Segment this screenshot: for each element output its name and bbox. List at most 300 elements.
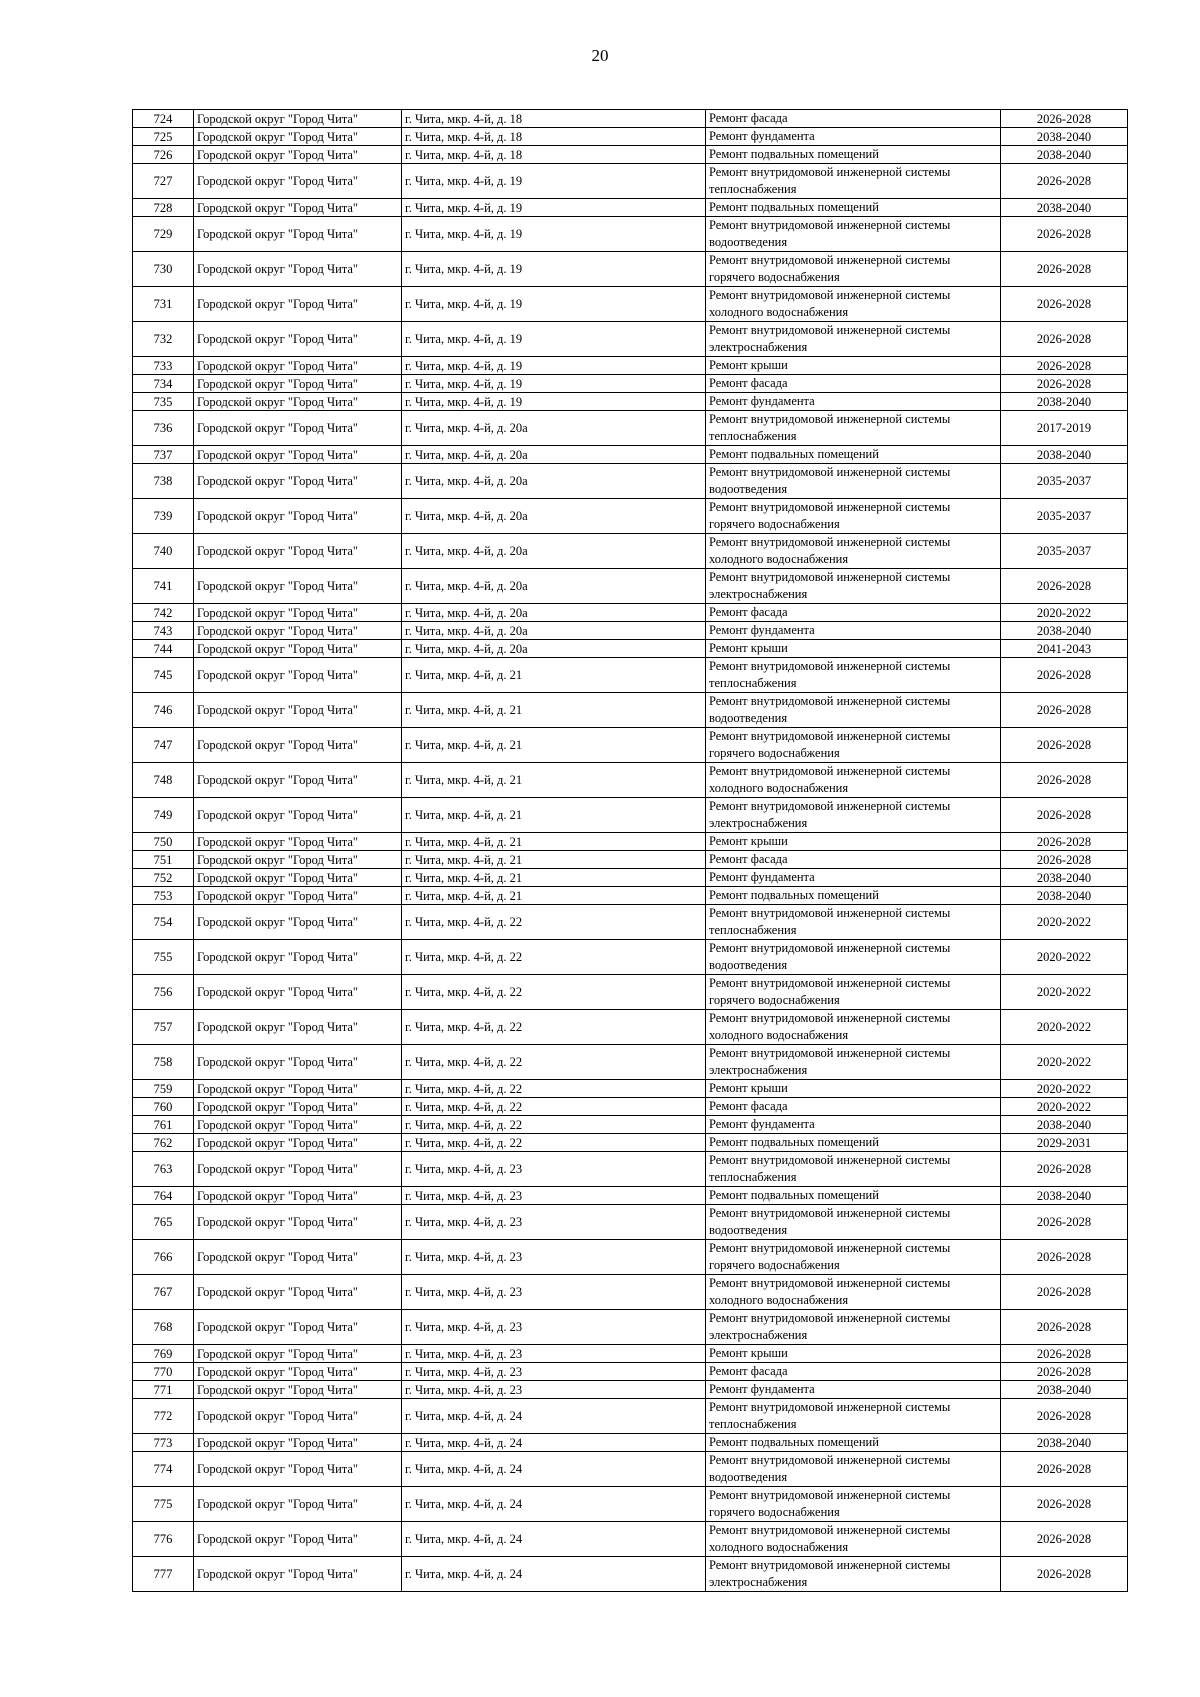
municipality-cell: Городской округ "Город Чита" xyxy=(194,217,402,252)
table-row xyxy=(133,833,1128,851)
municipality-cell: Городской округ "Город Чита" xyxy=(194,1557,402,1592)
work-type-cell: Ремонт внутридомовой инженерной системы электроснабжения xyxy=(706,569,1001,604)
row-number-cell: 757 xyxy=(133,1010,194,1045)
row-number-cell: 743 xyxy=(133,622,194,640)
table-row xyxy=(133,1363,1128,1381)
row-number-cell: 752 xyxy=(133,869,194,887)
address-cell: г. Чита, мкр. 4-й, д. 19 xyxy=(402,375,706,393)
table-row xyxy=(133,1487,1128,1522)
work-type-cell: Ремонт внутридомовой инженерной системы холодного водоснабжения xyxy=(706,534,1001,569)
address-cell: г. Чита, мкр. 4-й, д. 20а xyxy=(402,622,706,640)
work-type-cell: Ремонт подвальных помещений xyxy=(706,887,1001,905)
period-cell: 2026-2028 xyxy=(1001,1240,1128,1275)
period-cell: 2026-2028 xyxy=(1001,1363,1128,1381)
period-cell: 2026-2028 xyxy=(1001,1522,1128,1557)
municipality-cell: Городской округ "Город Чита" xyxy=(194,375,402,393)
municipality-cell: Городской округ "Город Чита" xyxy=(194,1363,402,1381)
work-type-cell: Ремонт крыши xyxy=(706,357,1001,375)
period-cell: 2020-2022 xyxy=(1001,975,1128,1010)
table-row xyxy=(133,975,1128,1010)
work-type-cell: Ремонт внутридомовой инженерной системы теплоснабжения xyxy=(706,658,1001,693)
address-cell: г. Чита, мкр. 4-й, д. 23 xyxy=(402,1240,706,1275)
table-row xyxy=(133,446,1128,464)
municipality-cell: Городской округ "Город Чита" xyxy=(194,1487,402,1522)
work-type-cell: Ремонт подвальных помещений xyxy=(706,446,1001,464)
address-cell: г. Чита, мкр. 4-й, д. 18 xyxy=(402,146,706,164)
address-cell: г. Чита, мкр. 4-й, д. 24 xyxy=(402,1557,706,1592)
municipality-cell: Городской округ "Город Чита" xyxy=(194,1134,402,1152)
address-cell: г. Чита, мкр. 4-й, д. 23 xyxy=(402,1187,706,1205)
period-cell: 2035-2037 xyxy=(1001,499,1128,534)
work-type-cell: Ремонт внутридомовой инженерной системы электроснабжения xyxy=(706,798,1001,833)
period-cell: 2038-2040 xyxy=(1001,1434,1128,1452)
period-cell: 2026-2028 xyxy=(1001,728,1128,763)
period-cell: 2026-2028 xyxy=(1001,357,1128,375)
table-row xyxy=(133,1452,1128,1487)
work-type-cell: Ремонт внутридомовой инженерной системы горячего водоснабжения xyxy=(706,975,1001,1010)
municipality-cell: Городской округ "Город Чита" xyxy=(194,1045,402,1080)
period-cell: 2020-2022 xyxy=(1001,1045,1128,1080)
table-row xyxy=(133,1557,1128,1592)
table-row xyxy=(133,869,1128,887)
row-number-cell: 730 xyxy=(133,252,194,287)
period-cell: 2026-2028 xyxy=(1001,375,1128,393)
address-cell: г. Чита, мкр. 4-й, д. 24 xyxy=(402,1487,706,1522)
work-type-cell: Ремонт подвальных помещений xyxy=(706,1434,1001,1452)
municipality-cell: Городской округ "Город Чита" xyxy=(194,287,402,322)
period-cell: 2029-2031 xyxy=(1001,1134,1128,1152)
work-type-cell: Ремонт фундамента xyxy=(706,622,1001,640)
table-row xyxy=(133,252,1128,287)
municipality-cell: Городской округ "Город Чита" xyxy=(194,252,402,287)
address-cell: г. Чита, мкр. 4-й, д. 22 xyxy=(402,905,706,940)
municipality-cell: Городской округ "Город Чита" xyxy=(194,763,402,798)
table-row xyxy=(133,1045,1128,1080)
table-row xyxy=(133,1434,1128,1452)
period-cell: 2038-2040 xyxy=(1001,869,1128,887)
work-type-cell: Ремонт внутридомовой инженерной системы электроснабжения xyxy=(706,322,1001,357)
period-cell: 2026-2028 xyxy=(1001,1345,1128,1363)
municipality-cell: Городской округ "Город Чита" xyxy=(194,622,402,640)
row-number-cell: 734 xyxy=(133,375,194,393)
work-type-cell: Ремонт подвальных помещений xyxy=(706,1187,1001,1205)
period-cell: 2035-2037 xyxy=(1001,534,1128,569)
work-type-cell: Ремонт внутридомовой инженерной системы водоотведения xyxy=(706,217,1001,252)
repair-schedule-table xyxy=(132,109,1128,1592)
row-number-cell: 763 xyxy=(133,1152,194,1187)
table-row xyxy=(133,1098,1128,1116)
row-number-cell: 767 xyxy=(133,1275,194,1310)
row-number-cell: 773 xyxy=(133,1434,194,1452)
work-type-cell: Ремонт фасада xyxy=(706,1098,1001,1116)
table-row xyxy=(133,604,1128,622)
work-type-cell: Ремонт внутридомовой инженерной системы горячего водоснабжения xyxy=(706,499,1001,534)
address-cell: г. Чита, мкр. 4-й, д. 24 xyxy=(402,1522,706,1557)
row-number-cell: 750 xyxy=(133,833,194,851)
row-number-cell: 746 xyxy=(133,693,194,728)
work-type-cell: Ремонт крыши xyxy=(706,1345,1001,1363)
municipality-cell: Городской округ "Город Чита" xyxy=(194,1240,402,1275)
address-cell: г. Чита, мкр. 4-й, д. 18 xyxy=(402,128,706,146)
municipality-cell: Городской округ "Город Чита" xyxy=(194,833,402,851)
period-cell: 2038-2040 xyxy=(1001,393,1128,411)
table-row xyxy=(133,1205,1128,1240)
municipality-cell: Городской округ "Город Чита" xyxy=(194,393,402,411)
period-cell: 2026-2028 xyxy=(1001,322,1128,357)
work-type-cell: Ремонт внутридомовой инженерной системы горячего водоснабжения xyxy=(706,1240,1001,1275)
table-row xyxy=(133,763,1128,798)
period-cell: 2026-2028 xyxy=(1001,763,1128,798)
table-row xyxy=(133,1116,1128,1134)
address-cell: г. Чита, мкр. 4-й, д. 20а xyxy=(402,446,706,464)
table-row xyxy=(133,1310,1128,1345)
table-row xyxy=(133,1240,1128,1275)
period-cell: 2026-2028 xyxy=(1001,851,1128,869)
period-cell: 2026-2028 xyxy=(1001,798,1128,833)
municipality-cell: Городской округ "Город Чита" xyxy=(194,1522,402,1557)
address-cell: г. Чита, мкр. 4-й, д. 19 xyxy=(402,164,706,199)
address-cell: г. Чита, мкр. 4-й, д. 21 xyxy=(402,798,706,833)
table-row xyxy=(133,569,1128,604)
period-cell: 2026-2028 xyxy=(1001,1399,1128,1434)
row-number-cell: 749 xyxy=(133,798,194,833)
municipality-cell: Городской округ "Город Чита" xyxy=(194,940,402,975)
table-row xyxy=(133,1345,1128,1363)
table-row xyxy=(133,1275,1128,1310)
table-row xyxy=(133,798,1128,833)
row-number-cell: 758 xyxy=(133,1045,194,1080)
address-cell: г. Чита, мкр. 4-й, д. 21 xyxy=(402,833,706,851)
row-number-cell: 737 xyxy=(133,446,194,464)
address-cell: г. Чита, мкр. 4-й, д. 20а xyxy=(402,534,706,569)
row-number-cell: 754 xyxy=(133,905,194,940)
municipality-cell: Городской округ "Город Чита" xyxy=(194,887,402,905)
row-number-cell: 735 xyxy=(133,393,194,411)
municipality-cell: Городской округ "Город Чита" xyxy=(194,1345,402,1363)
row-number-cell: 753 xyxy=(133,887,194,905)
municipality-cell: Городской округ "Город Чита" xyxy=(194,1116,402,1134)
municipality-cell: Городской округ "Город Чита" xyxy=(194,1152,402,1187)
address-cell: г. Чита, мкр. 4-й, д. 21 xyxy=(402,869,706,887)
table-row xyxy=(133,1187,1128,1205)
address-cell: г. Чита, мкр. 4-й, д. 19 xyxy=(402,322,706,357)
period-cell: 2038-2040 xyxy=(1001,146,1128,164)
work-type-cell: Ремонт фасада xyxy=(706,110,1001,128)
row-number-cell: 731 xyxy=(133,287,194,322)
work-type-cell: Ремонт фасада xyxy=(706,375,1001,393)
work-type-cell: Ремонт внутридомовой инженерной системы холодного водоснабжения xyxy=(706,763,1001,798)
row-number-cell: 764 xyxy=(133,1187,194,1205)
work-type-cell: Ремонт внутридомовой инженерной системы холодного водоснабжения xyxy=(706,1010,1001,1045)
table-row xyxy=(133,851,1128,869)
period-cell: 2035-2037 xyxy=(1001,464,1128,499)
period-cell: 2026-2028 xyxy=(1001,693,1128,728)
row-number-cell: 766 xyxy=(133,1240,194,1275)
work-type-cell: Ремонт внутридомовой инженерной системы водоотведения xyxy=(706,1205,1001,1240)
municipality-cell: Городской округ "Город Чита" xyxy=(194,1381,402,1399)
row-number-cell: 725 xyxy=(133,128,194,146)
municipality-cell: Городской округ "Город Чита" xyxy=(194,322,402,357)
row-number-cell: 756 xyxy=(133,975,194,1010)
period-cell: 2038-2040 xyxy=(1001,622,1128,640)
municipality-cell: Городской округ "Город Чита" xyxy=(194,146,402,164)
period-cell: 2038-2040 xyxy=(1001,199,1128,217)
municipality-cell: Городской округ "Город Чита" xyxy=(194,1205,402,1240)
row-number-cell: 728 xyxy=(133,199,194,217)
municipality-cell: Городской округ "Город Чита" xyxy=(194,1310,402,1345)
municipality-cell: Городской округ "Город Чита" xyxy=(194,446,402,464)
row-number-cell: 768 xyxy=(133,1310,194,1345)
address-cell: г. Чита, мкр. 4-й, д. 23 xyxy=(402,1345,706,1363)
table-row xyxy=(133,217,1128,252)
municipality-cell: Городской округ "Город Чита" xyxy=(194,464,402,499)
municipality-cell: Городской округ "Город Чита" xyxy=(194,199,402,217)
work-type-cell: Ремонт подвальных помещений xyxy=(706,146,1001,164)
period-cell: 2026-2028 xyxy=(1001,1205,1128,1240)
address-cell: г. Чита, мкр. 4-й, д. 19 xyxy=(402,357,706,375)
period-cell: 2026-2028 xyxy=(1001,833,1128,851)
period-cell: 2026-2028 xyxy=(1001,1152,1128,1187)
municipality-cell: Городской округ "Город Чита" xyxy=(194,411,402,446)
period-cell: 2026-2028 xyxy=(1001,287,1128,322)
table-row xyxy=(133,1522,1128,1557)
municipality-cell: Городской округ "Город Чита" xyxy=(194,357,402,375)
municipality-cell: Городской округ "Город Чита" xyxy=(194,658,402,693)
municipality-cell: Городской округ "Город Чита" xyxy=(194,905,402,940)
work-type-cell: Ремонт внутридомовой инженерной системы теплоснабжения xyxy=(706,1152,1001,1187)
table-row xyxy=(133,110,1128,128)
municipality-cell: Городской округ "Город Чита" xyxy=(194,693,402,728)
table-row xyxy=(133,1080,1128,1098)
work-type-cell: Ремонт внутридомовой инженерной системы теплоснабжения xyxy=(706,164,1001,199)
row-number-cell: 724 xyxy=(133,110,194,128)
work-type-cell: Ремонт внутридомовой инженерной системы холодного водоснабжения xyxy=(706,287,1001,322)
period-cell: 2020-2022 xyxy=(1001,1080,1128,1098)
municipality-cell: Городской округ "Город Чита" xyxy=(194,798,402,833)
address-cell: г. Чита, мкр. 4-й, д. 21 xyxy=(402,851,706,869)
table-row xyxy=(133,905,1128,940)
address-cell: г. Чита, мкр. 4-й, д. 22 xyxy=(402,940,706,975)
municipality-cell: Городской округ "Город Чита" xyxy=(194,851,402,869)
address-cell: г. Чита, мкр. 4-й, д. 23 xyxy=(402,1152,706,1187)
municipality-cell: Городской округ "Город Чита" xyxy=(194,110,402,128)
table-row xyxy=(133,1152,1128,1187)
work-type-cell: Ремонт фасада xyxy=(706,851,1001,869)
row-number-cell: 775 xyxy=(133,1487,194,1522)
municipality-cell: Городской округ "Город Чита" xyxy=(194,1399,402,1434)
work-type-cell: Ремонт фундамента xyxy=(706,1116,1001,1134)
table-row xyxy=(133,287,1128,322)
work-type-cell: Ремонт фундамента xyxy=(706,869,1001,887)
municipality-cell: Городской округ "Город Чита" xyxy=(194,1275,402,1310)
municipality-cell: Городской округ "Город Чита" xyxy=(194,499,402,534)
work-type-cell: Ремонт внутридомовой инженерной системы горячего водоснабжения xyxy=(706,728,1001,763)
period-cell: 2020-2022 xyxy=(1001,1010,1128,1045)
table-row xyxy=(133,728,1128,763)
row-number-cell: 769 xyxy=(133,1345,194,1363)
period-cell: 2020-2022 xyxy=(1001,1098,1128,1116)
row-number-cell: 774 xyxy=(133,1452,194,1487)
table-row xyxy=(133,640,1128,658)
address-cell: г. Чита, мкр. 4-й, д. 23 xyxy=(402,1381,706,1399)
municipality-cell: Городской округ "Город Чита" xyxy=(194,1010,402,1045)
work-type-cell: Ремонт фундамента xyxy=(706,393,1001,411)
address-cell: г. Чита, мкр. 4-й, д. 21 xyxy=(402,763,706,798)
municipality-cell: Городской округ "Город Чита" xyxy=(194,728,402,763)
row-number-cell: 772 xyxy=(133,1399,194,1434)
work-type-cell: Ремонт внутридомовой инженерной системы водоотведения xyxy=(706,940,1001,975)
period-cell: 2026-2028 xyxy=(1001,658,1128,693)
table-row xyxy=(133,164,1128,199)
work-type-cell: Ремонт внутридомовой инженерной системы теплоснабжения xyxy=(706,1399,1001,1434)
period-cell: 2026-2028 xyxy=(1001,1310,1128,1345)
address-cell: г. Чита, мкр. 4-й, д. 23 xyxy=(402,1275,706,1310)
municipality-cell: Городской округ "Город Чита" xyxy=(194,604,402,622)
address-cell: г. Чита, мкр. 4-й, д. 22 xyxy=(402,1134,706,1152)
municipality-cell: Городской округ "Город Чита" xyxy=(194,869,402,887)
address-cell: г. Чита, мкр. 4-й, д. 24 xyxy=(402,1434,706,1452)
address-cell: г. Чита, мкр. 4-й, д. 22 xyxy=(402,1098,706,1116)
row-number-cell: 777 xyxy=(133,1557,194,1592)
period-cell: 2026-2028 xyxy=(1001,569,1128,604)
period-cell: 2026-2028 xyxy=(1001,1275,1128,1310)
row-number-cell: 751 xyxy=(133,851,194,869)
address-cell: г. Чита, мкр. 4-й, д. 18 xyxy=(402,110,706,128)
address-cell: г. Чита, мкр. 4-й, д. 23 xyxy=(402,1363,706,1381)
address-cell: г. Чита, мкр. 4-й, д. 22 xyxy=(402,1116,706,1134)
period-cell: 2026-2028 xyxy=(1001,252,1128,287)
municipality-cell: Городской округ "Город Чита" xyxy=(194,534,402,569)
address-cell: г. Чита, мкр. 4-й, д. 23 xyxy=(402,1205,706,1240)
table-row xyxy=(133,499,1128,534)
work-type-cell: Ремонт крыши xyxy=(706,1080,1001,1098)
work-type-cell: Ремонт внутридомовой инженерной системы электроснабжения xyxy=(706,1310,1001,1345)
table-row xyxy=(133,887,1128,905)
address-cell: г. Чита, мкр. 4-й, д. 20а xyxy=(402,640,706,658)
period-cell: 2020-2022 xyxy=(1001,905,1128,940)
municipality-cell: Городской округ "Город Чита" xyxy=(194,1452,402,1487)
period-cell: 2020-2022 xyxy=(1001,604,1128,622)
address-cell: г. Чита, мкр. 4-й, д. 21 xyxy=(402,887,706,905)
row-number-cell: 739 xyxy=(133,499,194,534)
work-type-cell: Ремонт внутридомовой инженерной системы теплоснабжения xyxy=(706,905,1001,940)
table-row xyxy=(133,464,1128,499)
row-number-cell: 732 xyxy=(133,322,194,357)
address-cell: г. Чита, мкр. 4-й, д. 20а xyxy=(402,499,706,534)
work-type-cell: Ремонт фасада xyxy=(706,1363,1001,1381)
period-cell: 2026-2028 xyxy=(1001,217,1128,252)
row-number-cell: 761 xyxy=(133,1116,194,1134)
row-number-cell: 765 xyxy=(133,1205,194,1240)
table-row xyxy=(133,1134,1128,1152)
row-number-cell: 744 xyxy=(133,640,194,658)
table-row xyxy=(133,146,1128,164)
period-cell: 2026-2028 xyxy=(1001,1557,1128,1592)
table-row xyxy=(133,940,1128,975)
row-number-cell: 742 xyxy=(133,604,194,622)
address-cell: г. Чита, мкр. 4-й, д. 22 xyxy=(402,975,706,1010)
period-cell: 2026-2028 xyxy=(1001,164,1128,199)
row-number-cell: 745 xyxy=(133,658,194,693)
row-number-cell: 740 xyxy=(133,534,194,569)
table-row xyxy=(133,393,1128,411)
address-cell: г. Чита, мкр. 4-й, д. 24 xyxy=(402,1452,706,1487)
work-type-cell: Ремонт крыши xyxy=(706,833,1001,851)
period-cell: 2020-2022 xyxy=(1001,940,1128,975)
row-number-cell: 727 xyxy=(133,164,194,199)
address-cell: г. Чита, мкр. 4-й, д. 19 xyxy=(402,252,706,287)
work-type-cell: Ремонт крыши xyxy=(706,640,1001,658)
period-cell: 2026-2028 xyxy=(1001,1487,1128,1522)
address-cell: г. Чита, мкр. 4-й, д. 22 xyxy=(402,1010,706,1045)
period-cell: 2041-2043 xyxy=(1001,640,1128,658)
work-type-cell: Ремонт внутридомовой инженерной системы горячего водоснабжения xyxy=(706,252,1001,287)
row-number-cell: 736 xyxy=(133,411,194,446)
municipality-cell: Городской округ "Город Чита" xyxy=(194,128,402,146)
address-cell: г. Чита, мкр. 4-й, д. 21 xyxy=(402,693,706,728)
address-cell: г. Чита, мкр. 4-й, д. 19 xyxy=(402,393,706,411)
period-cell: 2017-2019 xyxy=(1001,411,1128,446)
table-row xyxy=(133,128,1128,146)
row-number-cell: 770 xyxy=(133,1363,194,1381)
row-number-cell: 776 xyxy=(133,1522,194,1557)
period-cell: 2038-2040 xyxy=(1001,446,1128,464)
municipality-cell: Городской округ "Город Чита" xyxy=(194,640,402,658)
period-cell: 2038-2040 xyxy=(1001,128,1128,146)
address-cell: г. Чита, мкр. 4-й, д. 24 xyxy=(402,1399,706,1434)
address-cell: г. Чита, мкр. 4-й, д. 21 xyxy=(402,658,706,693)
work-type-cell: Ремонт внутридомовой инженерной системы холодного водоснабжения xyxy=(706,1275,1001,1310)
table-body xyxy=(133,110,1128,1592)
address-cell: г. Чита, мкр. 4-й, д. 20а xyxy=(402,569,706,604)
row-number-cell: 726 xyxy=(133,146,194,164)
row-number-cell: 755 xyxy=(133,940,194,975)
municipality-cell: Городской округ "Город Чита" xyxy=(194,1434,402,1452)
work-type-cell: Ремонт фундамента xyxy=(706,1381,1001,1399)
table-row xyxy=(133,1399,1128,1434)
row-number-cell: 771 xyxy=(133,1381,194,1399)
period-cell: 2038-2040 xyxy=(1001,1381,1128,1399)
table-row xyxy=(133,534,1128,569)
row-number-cell: 733 xyxy=(133,357,194,375)
municipality-cell: Городской округ "Город Чита" xyxy=(194,164,402,199)
address-cell: г. Чита, мкр. 4-й, д. 19 xyxy=(402,217,706,252)
work-type-cell: Ремонт внутридомовой инженерной системы водоотведения xyxy=(706,464,1001,499)
table-row xyxy=(133,357,1128,375)
period-cell: 2038-2040 xyxy=(1001,1116,1128,1134)
address-cell: г. Чита, мкр. 4-й, д. 20а xyxy=(402,464,706,499)
table-row xyxy=(133,622,1128,640)
municipality-cell: Городской округ "Город Чита" xyxy=(194,1187,402,1205)
table-row xyxy=(133,658,1128,693)
table-row xyxy=(133,411,1128,446)
row-number-cell: 729 xyxy=(133,217,194,252)
page-number: 20 xyxy=(591,46,609,65)
municipality-cell: Городской округ "Город Чита" xyxy=(194,1080,402,1098)
period-cell: 2038-2040 xyxy=(1001,887,1128,905)
row-number-cell: 747 xyxy=(133,728,194,763)
work-type-cell: Ремонт фундамента xyxy=(706,128,1001,146)
address-cell: г. Чита, мкр. 4-й, д. 23 xyxy=(402,1310,706,1345)
period-cell: 2026-2028 xyxy=(1001,1452,1128,1487)
municipality-cell: Городской округ "Город Чита" xyxy=(194,975,402,1010)
work-type-cell: Ремонт внутридомовой инженерной системы водоотведения xyxy=(706,693,1001,728)
work-type-cell: Ремонт подвальных помещений xyxy=(706,199,1001,217)
municipality-cell: Городской округ "Город Чита" xyxy=(194,569,402,604)
table-row xyxy=(133,1381,1128,1399)
work-type-cell: Ремонт внутридомовой инженерной системы холодного водоснабжения xyxy=(706,1522,1001,1557)
address-cell: г. Чита, мкр. 4-й, д. 20а xyxy=(402,411,706,446)
